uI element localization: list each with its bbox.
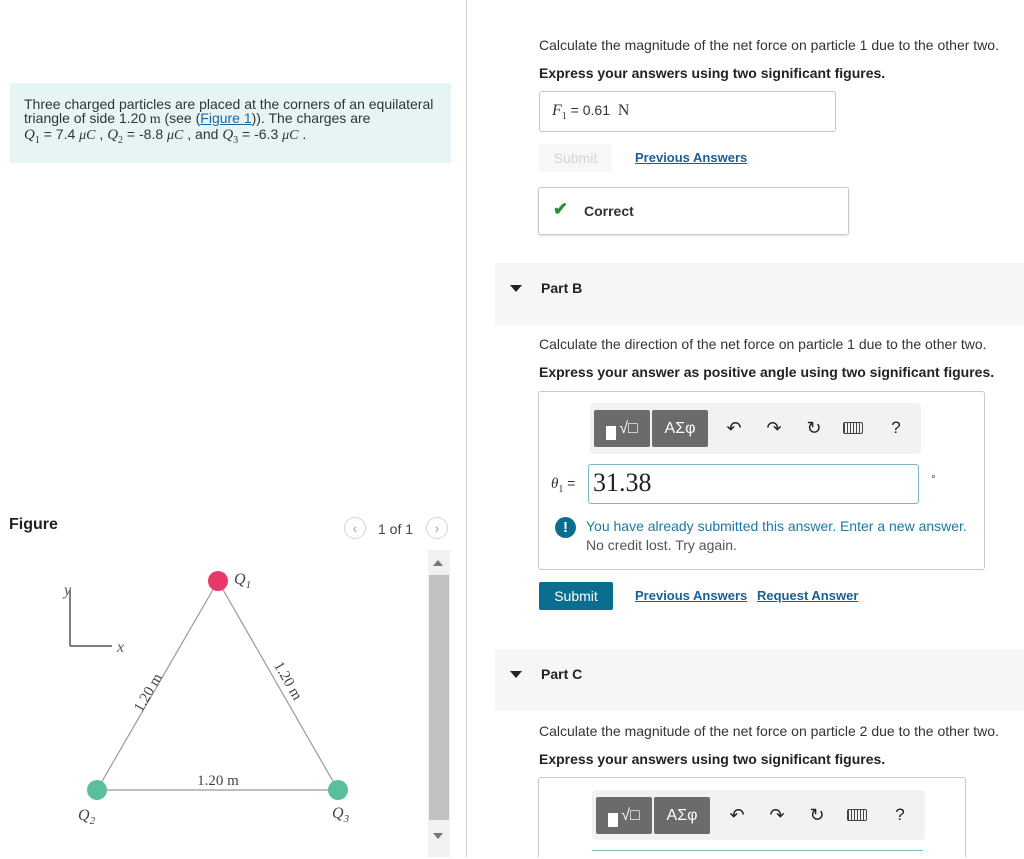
partc-prompt: Calculate the magnitude of the net force on particle 2 due to the other two. [539,723,999,739]
reset-icon[interactable]: ↻ [806,417,822,438]
caret-down-icon [510,671,522,678]
scroll-up-icon[interactable] [433,560,443,566]
partb-instruction: Express your answer as positive angle using two significant figures. [539,364,995,380]
problem-line-3: $Q_1 = 7.4$ μC , $Q_2 = -8.8$ μC , and $Q_3 = -6.3$ μC . [24,126,307,146]
symbols-button[interactable]: ΑΣφ [654,797,710,834]
partb-label: Part B [541,280,583,296]
parta-prompt: Calculate the magnitude of the net force on particle 1 due to the other two. [539,37,999,53]
keyboard-icon[interactable] [847,809,867,821]
panel-divider [466,0,467,857]
chevron-right-icon: › [434,520,440,536]
checkmark-icon: ✔ [553,199,569,219]
templates-button[interactable]: √□ [596,797,652,834]
parta-answer: $F_1 = 0.61$ N [552,102,630,122]
partb-prompt: Calculate the direction of the net force on particle 1 due to the other two. [539,336,987,352]
parta-feedback-text: Correct [584,203,634,219]
parta-previous-answers-link[interactable]: Previous Answers [635,150,748,165]
partb-unit: ° [931,472,936,486]
partb-request-answer-link[interactable]: Request Answer [757,588,859,603]
charge-q1 [208,571,228,591]
chevron-left-icon: ‹ [352,520,358,536]
problem-line-2: triangle of side 1.20 m (see (Figure 1)). The charges are [24,110,371,127]
problem-line-1: Three charged particles are placed at the corners of an equilateral [24,96,434,112]
warning-icon: ! [555,517,576,538]
partb-variable: $\theta_1$ = [551,475,576,495]
axis-x-label: x [117,639,125,656]
side-left-label: 1.20 m [131,670,166,716]
figure-pager: 1 of 1 [378,521,414,537]
template-box-icon [606,426,616,440]
reset-icon[interactable]: ↻ [809,804,825,825]
symbols-button[interactable]: ΑΣφ [652,410,708,447]
partc-header[interactable] [495,649,1024,711]
partb-answer-input[interactable]: 31.38 [588,464,919,504]
charge-q3 [328,780,348,800]
partc-instruction: Express your answers using two significant figures. [539,751,886,767]
axis-y-label: y [64,582,72,599]
help-icon[interactable]: ? [895,805,905,824]
partb-warning: You have already submitted this answer. Enter a new answer. [586,518,967,534]
charge-q2 [87,780,107,800]
partb-answer-panel [538,391,985,570]
figure-link[interactable]: Figure 1 [200,110,252,126]
partc-label: Part C [541,666,583,682]
side-bottom-label: 1.20 m [197,773,239,789]
partb-header[interactable] [495,263,1024,325]
help-icon[interactable]: ? [891,418,901,437]
partc-answer-panel [538,777,966,857]
label-q3: $Q_3$ [332,805,350,825]
figure-title: Figure [9,516,58,533]
keyboard-icon[interactable] [843,422,863,434]
template-box-icon [608,813,618,827]
scroll-down-icon[interactable] [433,833,443,839]
parta-submit-button[interactable]: Submit [539,144,612,172]
triangle-side-right [218,581,338,790]
partb-previous-answers-link[interactable]: Previous Answers [635,588,748,603]
caret-down-icon [510,285,522,292]
redo-icon[interactable]: ↷ [769,804,785,825]
templates-button[interactable]: √□ [594,410,650,447]
figure-prev-button[interactable] [344,517,366,539]
figure-scrollbar-thumb[interactable] [429,575,449,820]
parta-instruction: Express your answers using two significant figures. [539,65,886,81]
label-q1: $Q_1$ [234,571,252,591]
figure-next-button[interactable] [426,517,448,539]
undo-icon[interactable]: ↶ [726,417,742,438]
problem-statement [10,83,451,163]
side-right-label: 1.20 m [270,658,305,704]
partc-math-toolbar [592,790,925,840]
parta-answer-box [539,91,836,132]
partb-warning-2: No credit lost. Try again. [586,537,737,553]
figure-diagram [0,548,428,857]
label-q2: $Q_2$ [78,807,96,827]
undo-icon[interactable]: ↶ [729,804,745,825]
partb-math-toolbar [590,403,921,454]
redo-icon[interactable]: ↷ [766,417,782,438]
partc-answer-input[interactable] [592,850,923,859]
partb-submit-button[interactable]: Submit [539,582,613,610]
parta-feedback [538,187,849,235]
